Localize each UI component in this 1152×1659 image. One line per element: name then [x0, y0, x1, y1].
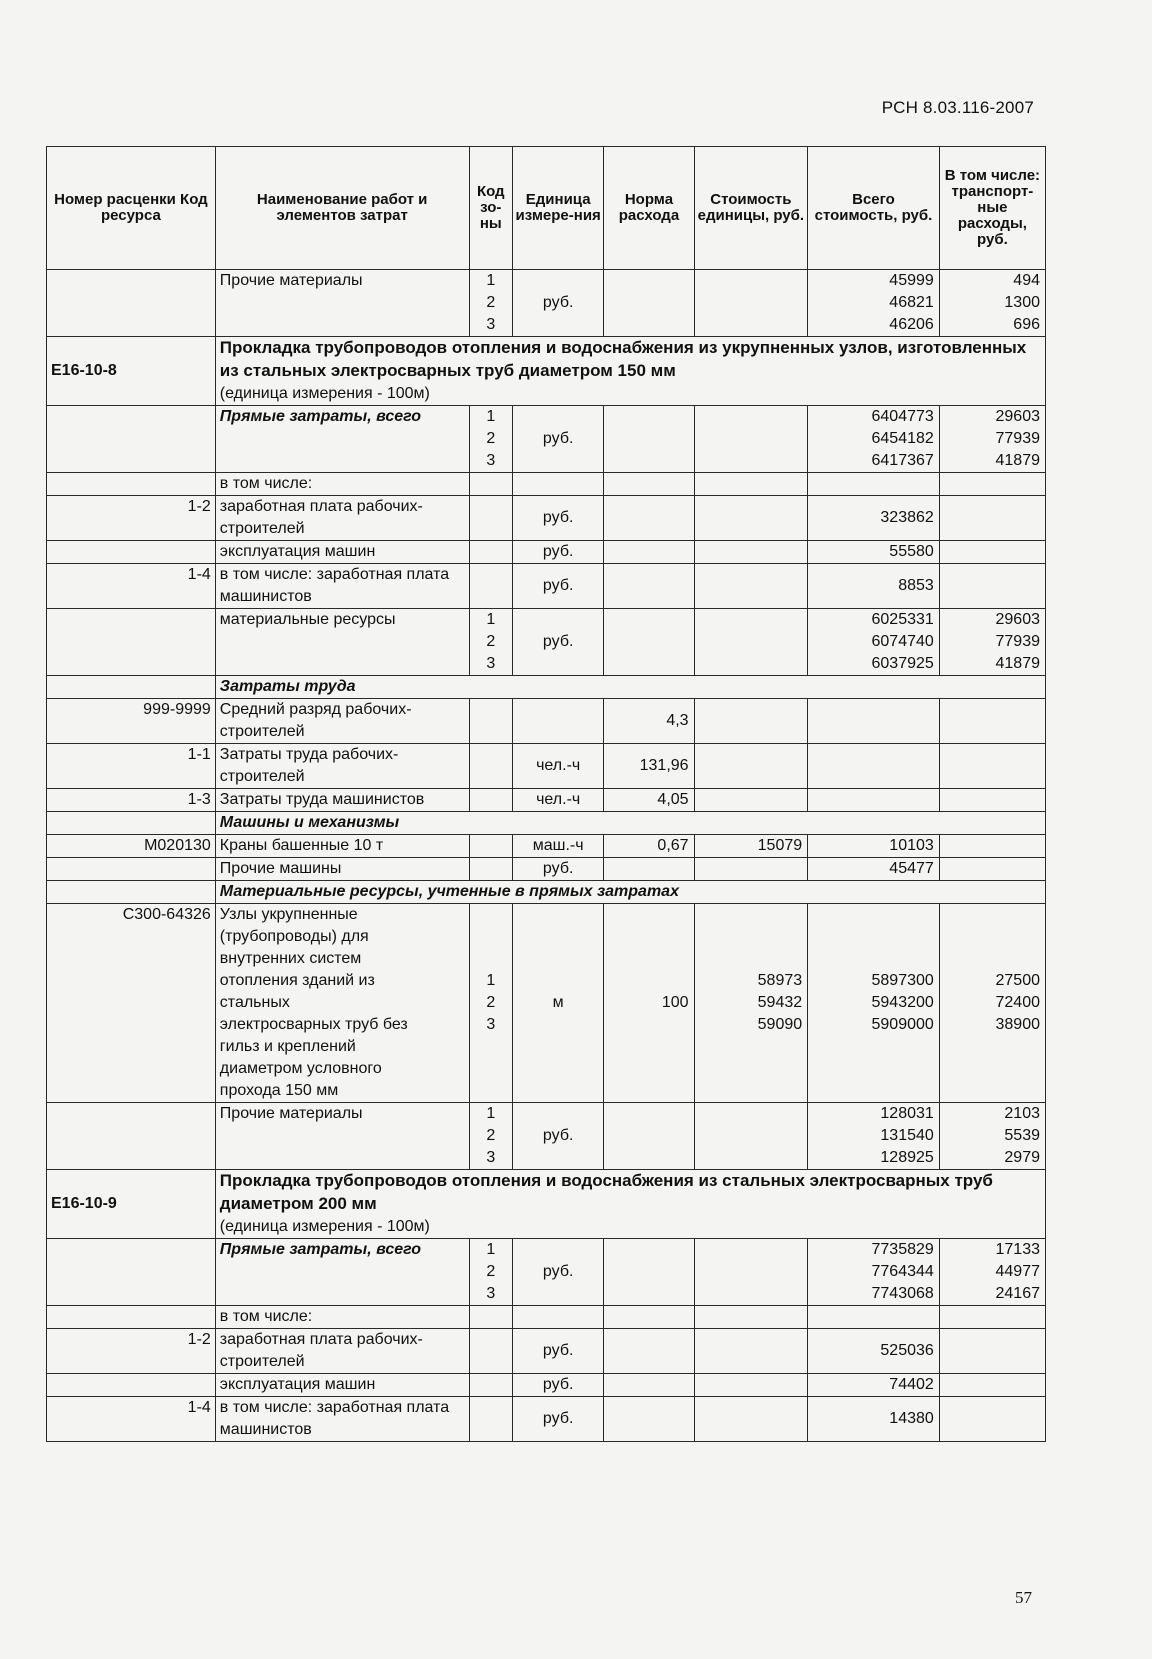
- section-header-row: [47, 337, 1046, 406]
- section-header-row: [47, 1170, 1046, 1239]
- table-row: М020130 Краны башенные 10 т маш.-ч 0,67 15079 10103: [47, 835, 1046, 858]
- row-name: Прочие материалы: [215, 270, 469, 337]
- group-header-row: [47, 881, 1046, 904]
- header-norm: Норма расхода: [604, 147, 694, 270]
- table-row: 1-2 заработная плата рабочих-строителей руб. 323862: [47, 496, 1046, 541]
- page-number: 57: [1015, 1588, 1032, 1607]
- section-unit: (единица измерения - 100м): [219, 385, 430, 402]
- machines-group-title: Машины и механизмы: [215, 812, 1045, 835]
- rates-table: [46, 146, 1046, 1442]
- table-row: 1-2 заработная плата рабочих-строителей руб. 525036: [47, 1329, 1046, 1374]
- table-row: эксплуатация машин руб. 74402: [47, 1374, 1046, 1397]
- table-row: Прямые затраты, всего 1 2 3 руб. 6404773 6454182 6417367 29603 77939 41879: [47, 406, 1046, 473]
- header-total: Всего стоимость, руб.: [808, 147, 940, 270]
- section-code: Е16-10-8: [47, 337, 216, 406]
- table-row: материальные ресурсы 1 2 3 руб. 6025331 6074740 6037925 29603 77939 41879: [47, 609, 1046, 676]
- table-row: в том числе:: [47, 1306, 1046, 1329]
- header-unit: Единица измере-ния: [513, 147, 604, 270]
- table-row: 1-4 в том числе: заработная плата машинистов руб. 8853: [47, 564, 1046, 609]
- labor-group-title: Затраты труда: [215, 676, 1045, 699]
- group-header-row: [47, 676, 1046, 699]
- header-transport: В том числе: транспорт-ные расходы, руб.: [939, 147, 1045, 270]
- table-row: С300-64326 Узлы укрупненные (трубопроводы) для внутренних систем отопления зданий из стальных электросварных труб без гильз и креплений диаметром условного прохода 150 мм 1 2 3 м 100 58973 59432 59090 5897300 5943200 5909000 27500 72400 38900: [47, 904, 1046, 1103]
- header-name: Наименование работ и элементов затрат: [215, 147, 469, 270]
- row-unit: руб.: [513, 270, 604, 337]
- table-row: 1-1 Затраты труда рабочих-строителей чел.-ч 131,96: [47, 744, 1046, 789]
- section-unit: (единица измерения - 100м): [219, 1218, 430, 1235]
- direct-costs-label: Прямые затраты, всего: [215, 406, 469, 473]
- header-zone: Код зо-ны: [469, 147, 513, 270]
- materials-group-title: Материальные ресурсы, учтенные в прямых затратах: [215, 881, 1045, 904]
- direct-costs-label: Прямые затраты, всего: [215, 1239, 469, 1306]
- table-row: в том числе:: [47, 473, 1046, 496]
- table-row: Прочие материалы 1 2 3 руб. 45999 46821 46206 494 1300 696: [47, 270, 1046, 337]
- header-unit-cost: Стоимость единицы, руб.: [694, 147, 808, 270]
- table-row: 1-3 Затраты труда машинистов чел.-ч 4,05: [47, 789, 1046, 812]
- section-title: Прокладка трубопроводов отопления и водоснабжения из укрупненных узлов, изготовленных из стальных электросварных труб диаметром 150 мм: [219, 338, 1027, 380]
- section-title: Прокладка трубопроводов отопления и водоснабжения из стальных электросварных труб диаметром 200 мм: [219, 1171, 993, 1213]
- table-row: 1-4 в том числе: заработная плата машинистов руб. 14380: [47, 1397, 1046, 1442]
- table-row: 999-9999 Средний разряд рабочих-строителей 4,3: [47, 699, 1046, 744]
- document-code: РСН 8.03.116-2007: [881, 98, 1034, 117]
- table-header-row: [47, 147, 1046, 270]
- table-row: Прямые затраты, всего 1 2 3 руб. 7735829 7764344 7743068 17133 44977 24167: [47, 1239, 1046, 1306]
- group-header-row: [47, 812, 1046, 835]
- table-row: Прочие машины руб. 45477: [47, 858, 1046, 881]
- table-row: эксплуатация машин руб. 55580: [47, 541, 1046, 564]
- section-code: Е16-10-9: [47, 1170, 216, 1239]
- table-row: Прочие материалы 1 2 3 руб. 128031 131540 128925 2103 5539 2979: [47, 1103, 1046, 1170]
- header-code: Номер расценки Код ресурса: [47, 147, 216, 270]
